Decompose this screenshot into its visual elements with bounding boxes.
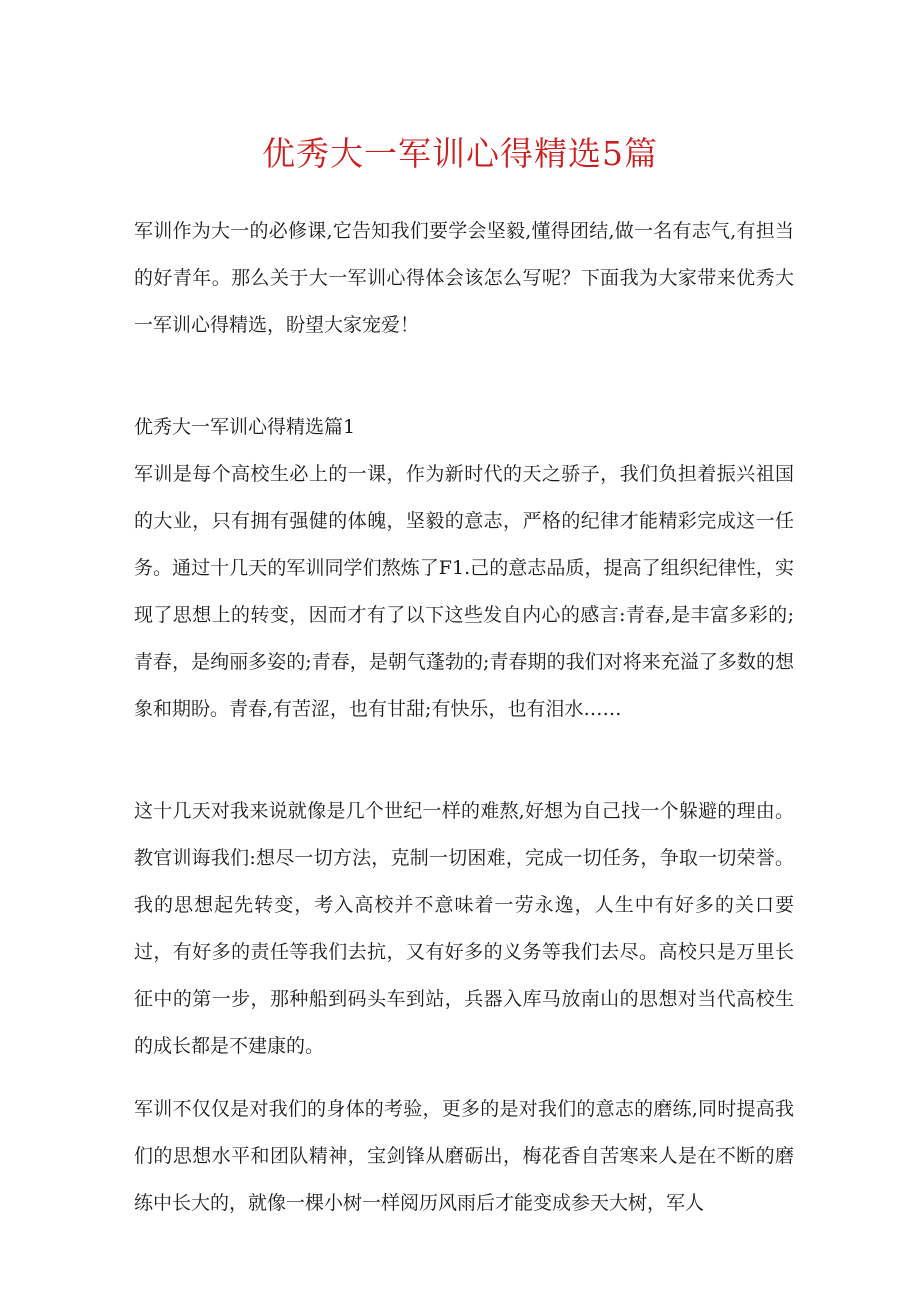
intro-paragraph: 军训作为大一的必修课,它告知我们要学会坚毅,懂得团结,做一名有志气,有担当的好青年。那么关于大一军训心得体会该怎么写呢？下面我为大家带来优秀大一军训心得精选，盼望大家宠爱！ [134, 220, 794, 336]
body-paragraph-2: 这十几天对我来说就像是几个世纪一样的难熬,好想为自己找一个躲避的理由。教官训诲我们:想尽一切方法，克制一切困难，完成一切任务，争取一切荣誉。我的思想起先转变，考入高校并不意味着一劳永逸，人生中有好多的关口要过，有好多的责任等我们去抗，又有好多的义务等我们去尽。高校只是万里长征中的第一步，那种船到码头车到站，兵器入库马放南山的思想对当代高校生的成长都是不建康的。 [134, 800, 794, 1057]
body-paragraph-1: 军训是每个高校生必上的一课，作为新时代的天之骄子，我们负担着振兴祖国的大业，只有拥有强健的体魄，坚毅的意志，严格的纪律才能精彩完成这一任务。通过十几天的军训同学们熬炼了F1.己的意志品质，提高了组织纪律性，实现了思想上的转变，因而才有了以下这些发自内心的感言:青春,是丰富多彩的;青春，是绚丽多姿的;青春，是朝气蓬勃的;青春期的我们对将来充溢了多数的想象和期盼。青春,有苦涩，也有甘甜;有快乐，也有泪水…… [134, 463, 794, 720]
document-title: 优秀大一军训心得精选5篇 [262, 134, 658, 173]
section-heading: 优秀大一军训心得精选篇1 [134, 416, 356, 438]
body-paragraph-3: 军训不仅仅是对我们的身体的考验，更多的是对我们的意志的磨练,同时提高我们的思想水平和团队精神，宝剑锋从磨砺出，梅花香自苦寒来人是在不断的磨练中长大的，就像一棵小树一样阅历风雨后才能变成参天大树，军人 [134, 1098, 794, 1214]
